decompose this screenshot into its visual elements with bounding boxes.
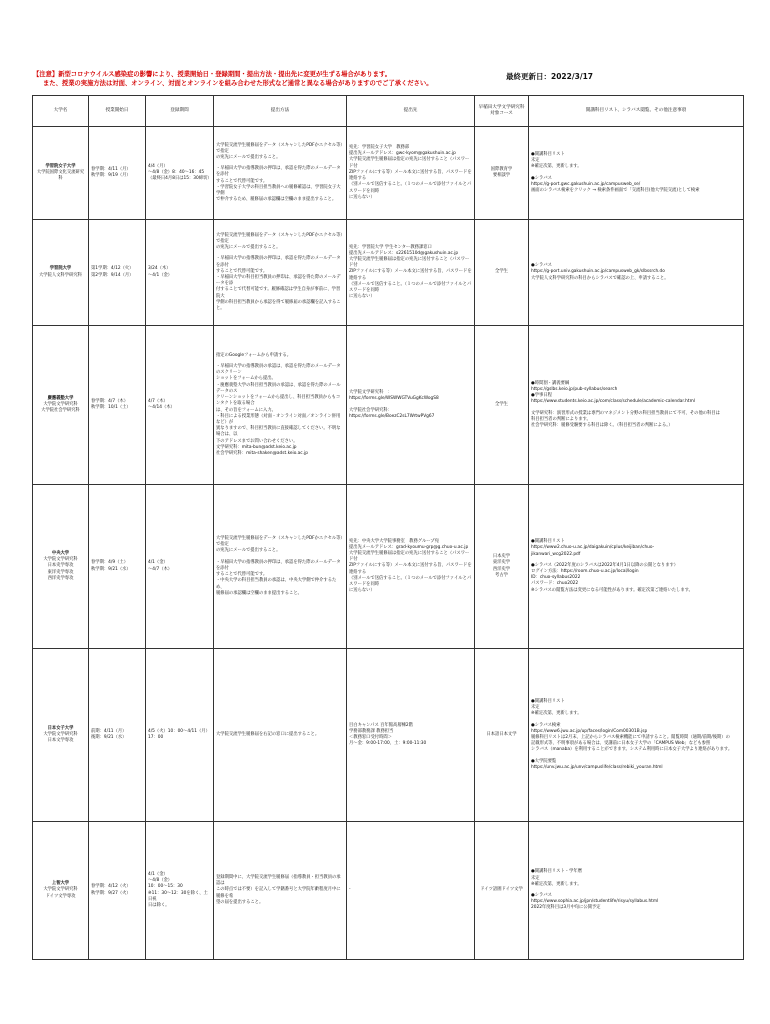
cell-notes [529,326,744,485]
cell-line: 日は除く。 [148,902,170,908]
cell-notes [529,127,744,220]
cell-line: ●大学院要覧 [531,758,557,764]
cell-line: ZIPファイルにする等）メール本文に送付する旨、パスワードを連絡する [349,269,472,281]
cell-line: 後期：9/21（水） [91,735,127,740]
cell-line: 全学生 [495,269,508,275]
table-header-row [33,96,744,127]
cell-line: 慶應義塾大学 [47,395,74,401]
cell-line: 日本史学専攻 [47,563,74,569]
table-row [33,127,744,220]
cell-target-course [475,485,529,649]
cell-line: 東洋史学専攻 [47,569,74,575]
cell-line: 春学期：4/9（土） [91,560,128,566]
cell-line: 西洋史学 [492,566,511,572]
cell-line: 大学院文学研究科 ： [349,390,392,396]
cell-line: 大学院交流学生履修届をデータ（スキャンしたPDFかエクセル等）で指定 [216,536,343,548]
cell-line: ●開講科目リスト [531,539,565,545]
cell-line: することで代替可能です。 [216,572,268,578]
cell-line: ●シラバス [531,263,552,269]
cell-line: 日本文学専攻 [47,738,74,744]
cell-line: 大学院文学研究科 [43,401,78,407]
notice-line: また、授業の実施方法は対面、オンライン、対面とオンラインを組み合わせた形式など通常と異なる場合がありますのでご了承ください。 [43,80,433,87]
cell-line: 宛先：中央大学大学院事務室 教務グループ宛 [349,538,439,544]
cell-line: https://www.sophia.ac.jp/jpn/studentlife/risyu/syllabus.html [531,899,659,905]
cell-line: 秋学期：10/1（土） [91,405,131,410]
cell-line: 10：00～15：30 [148,884,183,890]
cell-registration-period [146,822,214,960]
cell-university [33,326,89,485]
cell-line: に送らない） [349,588,375,594]
cell-submission-destination [347,220,475,326]
cell-registration-period [146,220,214,326]
cell-line: 春学期：4/11（月） [91,166,131,172]
cell-line: ・慶應義塾大学の科目担当教員の承認は、承認を得た際のメールデータのス [216,382,341,394]
cell-line: 大学院交流学生履修届をデータ（スキャンしたPDFかエクセル等）で指定 [216,142,343,154]
table-row [33,822,744,960]
cell-line: 17：00 [148,735,164,740]
cell-line: 要相談学 [492,173,511,178]
cell-line: 科目担当者の判断によります。 [531,416,591,422]
cell-start-date [89,326,146,485]
cell-submission-method [214,326,347,485]
cell-line: https://g-port.gwc.gakushuin.ac.jp/campusweb_se/ [531,181,641,187]
cell-line: 3/24（木） [148,266,171,272]
cell-line: 未定 [531,158,540,164]
cell-line: （別メールで送信すること。（１つのメールで添付ファイルとパスワードを同時 [349,281,472,293]
cell-line: 東洋史学 [492,560,511,566]
cell-line: ・中央大学の科目担当教員の承認は、中央大学側で仲介するため、 [216,578,337,590]
cell-start-date [89,127,146,220]
cell-submission-destination [347,822,475,960]
cell-line: 春学期：4/7（木） [91,398,128,404]
cell-line: ログイン方法：https://room.chuo-u.ac.jp/local/login [531,569,639,574]
cell-registration-period [146,485,214,649]
col-header-registration-period: 登録期間 [146,96,214,127]
cell-line: パスワード：chuo2022 [531,581,579,587]
cell-line: 秋学期：9/19（月） [91,173,131,178]
cell-line: 大学院社会学研究科 [41,408,80,414]
cell-line: 宛先：学習院女子大学 教務部 [349,145,410,151]
table-row [33,485,744,649]
cell-line: ●シラバス検索 [531,722,561,728]
cell-start-date [89,822,146,960]
cell-registration-period [146,326,214,485]
cell-line: 宛先：学習院大学 学生センター教務課窓口 [349,244,432,250]
cell-line: 提出先メールアドレス：gwc-kyom@gakushuin.ac.jp [349,151,456,157]
col-header-notes: 開講科目リスト、シラバス閲覧、その他注意事項 [529,96,744,127]
cell-line: 上智大学 [51,881,70,887]
cell-line: ～4/8（金） [148,878,173,884]
cell-line: に送らない） [349,194,375,200]
cell-line: の宛先にメールで提出すること。 [216,548,281,554]
notice-line: 【注意】新型コロナウイルス感染症の影響により、授業開始日・登録期間・提出方法・提出先に変更が生ずる場合があります。 [33,71,392,78]
col-header-start-date: 授業開始日 [89,96,146,127]
cell-target-course [475,649,529,822]
cell-line: ・早稲田大学の指導教員の押印は、承認を得た際のメールデータを添付 [216,559,341,571]
cell-line: 社会学研究科：mita-shaken@adst.keio.ac.jp [216,450,308,456]
cell-line: 下のアドレスまでお問い合わせください。 [216,438,298,444]
cell-line: ＜教務窓口受付時間＞ [349,735,392,740]
cell-line: ●開講科目リスト [531,151,565,157]
cell-line: ●時間割・講義要綱 [531,380,570,386]
cell-university [33,485,89,649]
cell-line: ※確定次第、更新します。 [531,881,582,887]
cell-line: 4/1（金） [148,560,168,566]
table-row [33,326,744,485]
cell-line: https://g-port.univ.gakushuin.ac.jp/campusweb_gk/slbssrch.do [531,269,665,275]
cell-line: ドイツ語圏ドイツ文学 [480,887,523,893]
cell-line: ID：chuo-syllabus2022 [531,575,581,581]
cell-line: 日本史学 [492,554,511,560]
cell-line: 学側の科目担当教員から承認を得て履修届の承認欄を記入すること。 [216,299,341,312]
cell-line: 秋学期：9/27（火） [91,890,131,896]
cell-line: 大学院社会学研究科： [349,407,392,413]
cell-line: クリーンショットをフォームから提出し、科目担当教員からもコンタクトを取る場合 [216,395,341,407]
cell-line: ●シラバス（2022年度のシラバスは2022年4月1日以降の公開となります） [531,562,679,568]
cell-line: 西洋史学専攻 [47,575,74,581]
cell-line: 提出先メールアドレス：grad-kyoumu-grp@g.chuo-u.ac.jp [349,544,469,550]
cell-university [33,220,89,326]
cell-line: ※11：30～12：30を除く、土日祝 [148,890,208,902]
cell-line: 記載形式等、不明事項がある場合は、受講前に日本女子大学の「CAMPUS Web」なども参照 [531,741,711,747]
cell-line: jikanwari_wcg2022.pdf [531,551,581,557]
cell-line: https://forms.gle/WSWWGTVuGgKcWogS8 [349,396,439,402]
cell-line: 大学院交流学生履修届は指定の宛先に送付すること（パスワード付 [349,550,470,563]
cell-line: 履修科目リストは2月末、上記からシラバス検索機能にて申請すること。閲覧時間（通期/前期/後期）の [531,735,730,740]
cell-target-course [475,127,529,220]
cell-line: 月～金：9:00-17:00、土：9:00-11:30 [349,741,427,747]
col-header-submission-method: 提出方法 [214,96,347,127]
cell-line: ～4/7（木） [148,566,173,572]
cell-line: 社会学研究科：履修受験要する科目は除く。（科目担当者の判断による。） [531,423,673,428]
cell-line: 第2学期：9/14（月） [91,272,134,278]
cell-line: - [349,887,351,893]
cell-line: 画面のシラバス検索をクリック → 検索条件画面で「交流科目(他大学院交流)として検索 [531,187,700,193]
cell-line: ・早稲田大学の指導教員の押印は、承認を得た際のメールデータを添付 [216,166,341,178]
cell-line: ～4/1（金） [148,272,173,278]
cell-target-course [475,822,529,960]
cell-submission-method [214,649,347,822]
cell-line: 提出先メールアドレス：s2261510d@gakushuin.ac.jp [349,250,459,256]
cell-line: 大学院国際文化交流研究科 [36,169,85,182]
cell-line: https://www6.jwu.ac.jp/up/faces/login/Com00301B.jsp [531,728,648,734]
cell-line: 第1学期：4/12（火） [91,266,134,272]
cell-line: ※確定次第、更新します。 [531,164,582,170]
cell-line: ショットをフォームから提出。 [216,376,276,382]
cell-line: ●開講科目リスト・学年暦 [531,869,582,875]
col-header-submission-destination: 提出先 [347,96,475,127]
cell-notes [529,485,744,649]
cell-line: 異なりますので、科目担当教員に直接確認してください。不明な場合は、以 [216,426,341,438]
cell-line: https://www.students.keio.ac.jp/com/class/schedule/academic-calendar.html [531,399,695,405]
cell-line: 大学院交流学生履修届は指定の宛先に送付すること（パスワード付 [349,256,470,269]
cell-line: ZIPファイルにする等）メール本文に送付する旨、パスワードを連絡する [349,169,472,182]
cell-line: 日本女子大学 [47,725,74,731]
cell-line: 目白キャンパス 百年館高層棟2階 [349,722,413,728]
cell-line: 学習院大学 [49,266,72,272]
cell-line: 大学院交流学生履修届は指定の宛先に送付すること（パスワード付 [349,157,470,169]
cell-start-date [89,485,146,649]
cell-line: 学習院女子大学 [45,163,76,169]
table-row [33,220,744,326]
cell-line: ～4/8（金）8：40～16：45 [148,169,205,175]
cell-line: 履修届の承認欄は空欄のまま提出すること。 [216,590,302,596]
cell-submission-destination [347,326,475,485]
cell-line: 指定のGoogleフォームから申請する。 [216,352,292,358]
cell-line: ZIPファイルにする等）メール本文に送付する旨、パスワードを連絡する [349,563,472,575]
cell-line: 4/1（金） [148,871,168,877]
cell-line: 大学院文学研究科 [43,731,78,737]
cell-submission-destination [347,485,475,649]
cell-line: 登録期間中に、大学院交流学生履修届（指導教員・担当教員の承認は [216,874,341,887]
exchange-course-table [32,95,744,960]
cell-registration-period [146,127,214,220]
cell-line: ドイツ文学専攻 [45,893,76,899]
cell-line: の宛先にメールで提出すること。 [216,245,281,251]
cell-line: 秋学期：9/21（水） [91,566,131,572]
cell-line: 日本語日本文学 [486,731,517,737]
cell-line: 中央大学 [51,550,70,556]
cell-line: ・早稲田大学の科目担当教員の押印は、承認を得た際のメールデータを添 [216,275,341,287]
cell-line: 4/7（木） [148,398,168,404]
cell-line: ●シラバス [531,175,552,181]
cell-university [33,822,89,960]
cell-notes [529,649,744,822]
cell-submission-method [214,220,347,326]
cell-line: ※シラバスの閲覧方法は変更になる可能性があります。確定次第ご連絡いたします。 [531,587,693,593]
cell-line: https://forms.gle/BoezC2sL7WrtwPVg67 [349,413,435,419]
cell-start-date [89,649,146,822]
cell-line: ・科目による授業形態（対面・オンライン対面／オンライン併用など）が [216,413,341,425]
cell-line: に送らない） [349,294,375,300]
cell-university [33,649,89,822]
last-updated: 最終更新日：2022/3/17 [506,72,594,81]
cell-line: 春学期：4/12（火） [91,884,131,890]
cell-line: この時点では不要）を記入して学籍番号と大学院年齢程度月中に履修を希 [216,887,341,899]
cell-line: ※確定次第、更新します。 [531,711,582,717]
cell-line: 未定 [531,705,540,711]
cell-line: 2022年度科目は3月中旬に公開予定 [531,905,601,911]
col-header-university: 大学名 [33,96,89,127]
cell-line: 国際教育学 [490,166,513,172]
cell-line: することで代替可能です。 [216,178,268,184]
cell-line: の宛先にメールで提出すること。 [216,154,281,160]
cell-line: 大学院交流学生履修届をデータ（スキャンしたPDFかエクセル等）で指定 [216,232,343,244]
cell-line: ・早稲田大学の指導教員の押印は、承認を得た際のメールデータを添付 [216,256,341,268]
cell-notes [529,220,744,326]
cell-university [33,127,89,220]
cell-line: 学務部教務課 教務担当 [349,728,394,734]
cell-target-course [475,326,529,485]
cell-line: ～4/14（木） [148,405,175,410]
cell-registration-period [146,649,214,822]
cell-line: ・早稲田大学の指導教員の承認は、承認を得た際のメールデータのスクリーン [216,364,341,376]
cell-line: （最終日4月8日は15：30締切） [148,176,212,182]
col-header-target-course: 早稲田大学文学研究科 対象コース [475,96,529,127]
cell-line: 4/4（月） [148,163,168,169]
cell-submission-method [214,127,347,220]
cell-line: 大学院文学研究科 [43,887,78,893]
cell-line: 考古学 [495,572,508,578]
cell-target-course [475,220,529,326]
cell-line: 未定 [531,875,540,881]
cell-submission-destination [347,127,475,220]
cell-line: 付することで代替可能です。履修確認は学生自身が事前に、学習院大 [216,287,341,299]
cell-line: （別メールで送信すること。（１つのメールで添付ファイルとパスワードを同時 [349,575,472,587]
cell-submission-method [214,822,347,960]
cell-line: 大学院文学研究科 [43,557,78,563]
cell-line: 望の届を提出すること。 [216,899,264,905]
cell-line: （別メールで送信すること。（１つのメールで添付ファイルとパスワードを同時 [349,182,472,194]
cell-line: 文学研究科：mita-bun@adst.keio.ac.jp [216,444,297,450]
cell-line: ・学習院女子大学の科目担当教員への履修確認は、学習院女子大学側 [216,184,341,196]
cell-submission-method [214,485,347,649]
cell-line: することで代替可能です。 [216,268,268,274]
cell-line: 大学院交流学生履修届を右記の窓口に提出すること。 [216,731,320,737]
cell-line: https://unv.jwu.ac.jp/unv/campuslife/class/rebiki_youran.html [531,764,663,770]
cell-line: 全学生 [495,401,508,407]
cell-line: https://gslbs.keio.jp/pub-syllabus/search [531,386,618,392]
cell-line: ●シラバス [531,893,552,898]
cell-line: で仲介するため、履修届の承認欄は空欄のまま提出すること。 [216,197,337,203]
cell-line: 大学院人文科学研究科 [39,272,82,278]
cell-submission-destination [347,649,475,822]
cell-line: シラバス（manaba）を利用することができます。システム利用時に日本女子大学より連絡があります。 [531,747,733,753]
cell-line: https://www2.chuo-u.ac.jp/daigakuin/cplus/keijiban/chuo- [531,545,655,551]
table-body [33,127,744,960]
cell-line: 前期：4/11（月） [91,728,127,734]
cell-notes [529,822,744,960]
cell-line: 4/5（火）10：00～4/11（月） [148,728,210,734]
cell-line: 文学研究科：演習形式の授業は専門のマネジメント分野の科目担当教員にて不可、その他の科目は [531,410,720,416]
cell-line: ●学事日程 [531,393,552,399]
cell-line: は、その旨をフォームに入力。 [216,407,276,413]
cell-line: ●開講科目リスト [531,698,565,704]
table-row [33,649,744,822]
cell-start-date [89,220,146,326]
cell-line: 大学院人文科学研究科の科目からシラバスで確認の上、申請すること。 [531,275,669,281]
